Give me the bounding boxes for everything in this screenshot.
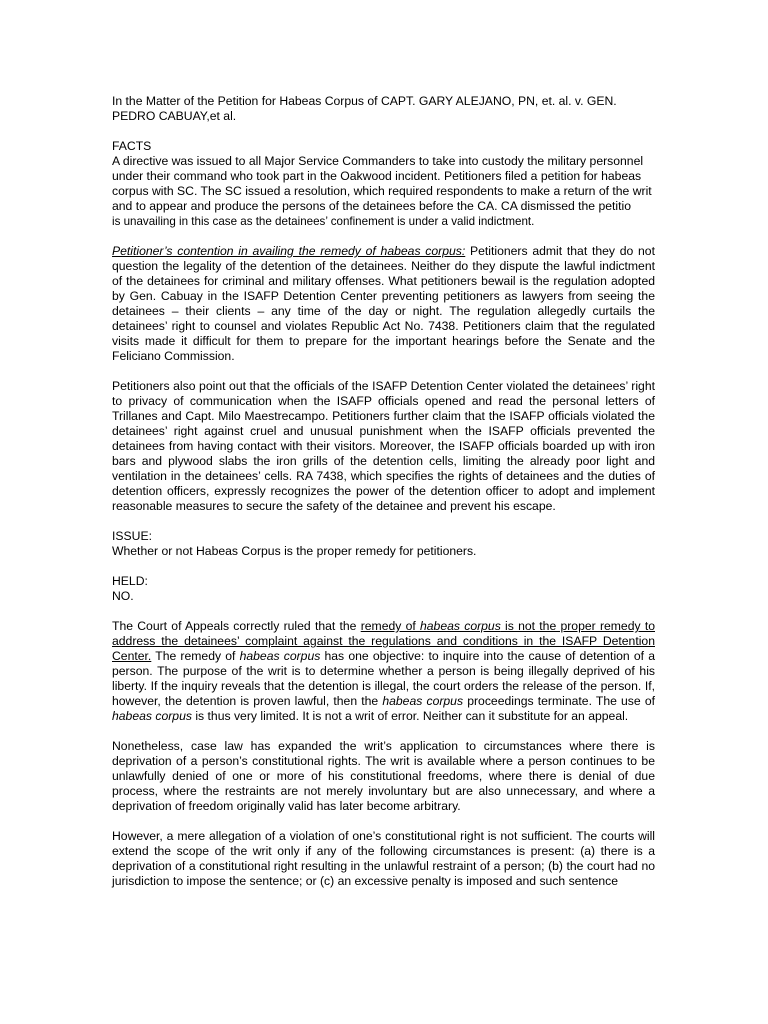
ruling-italic-2: habeas corpus	[382, 694, 464, 708]
issue-heading: ISSUE:	[112, 529, 152, 543]
ruling-underlined-2: is not the proper remedy to address the detainees’ complaint against the regulations and conditions in the ISAFP Detention Center.	[112, 619, 655, 663]
nonetheless-paragraph: Nonetheless, case law has expanded the writ’s application to circumstances where there is deprivation of a person’s constitutional rights. The writ is available where a person continues to be unlawfully denied of one or more of his constitutional freedoms, where there is denial of due process, where the restraints are not merely involuntary but are also unnecessary, and where a deprivation of freedom originally valid has later become arbitrary.	[112, 739, 655, 813]
held-heading: HELD:	[112, 574, 148, 588]
ruling-text-5: is thus very limited. It is not a writ of error. Neither can it substitute for an appeal.	[191, 709, 629, 723]
ruling-paragraph	[112, 619, 655, 724]
however-paragraph: However, a mere allegation of a violation of one’s constitutional right is not sufficient. The courts will extend the scope of the writ only if any of the following circumstances is present: (a) there is a deprivation of a constitutional right resulting in the unlawful restraint of a person; (b) the court had no jurisdiction to impose the sentence; or (c) an excessive penalty is imposed and such sentence	[112, 829, 655, 888]
ruling-text-1: The Court of Appeals correctly ruled that the	[112, 619, 361, 633]
ruling-underlined-italic: habeas corpus	[420, 619, 501, 633]
ruling-text-4: proceedings terminate. The use of	[463, 694, 655, 708]
privacy-paragraph: Petitioners also point out that the officials of the ISAFP Detention Center violated the detainees’ right to privacy of communication when the ISAFP officials opened and read the personal letters of Trillanes and Capt. Milo Maestrecampo. Petitioners further claim that the ISAFP officials violated the detainees’ right against cruel and unusual punishment when the ISAFP officials prevented the detainees from having contact with their visitors. Moreover, the ISAFP officials boarded up with iron bars and plywood slabs the iron grills of the detention cells, limiting the already poor light and ventilation in the detainees’ cells. RA 7438, which specifies the rights of detainees and the duties of detention officers, expressly recognizes the power of the detention officer to adopt and implement reasonable measures to secure the safety of the detainee and prevent his escape.	[112, 379, 655, 513]
facts-heading: FACTS	[112, 139, 152, 153]
document-body	[112, 94, 655, 889]
facts-paragraph-continuation: is unavailing in this case as the detainees’ confinement is under a valid indictment.	[112, 215, 535, 228]
ruling-text-3: has one objective: to inquire into the cause of detention of a person. The purpose of the writ is to determine whether a person is being illegally deprived of his liberty. If the inquiry reveals that the detention is illegal, the court orders the release of the person. If, however, the detention is proven lawful, then the	[112, 649, 655, 708]
contention-paragraph	[112, 244, 655, 364]
case-title: In the Matter of the Petition for Habeas Corpus of CAPT. GARY ALEJANO, PN, et. al. v. GEN. PEDRO CABUAY,et al.	[112, 94, 617, 123]
ruling-italic-3: habeas corpus	[112, 709, 192, 723]
ruling-text-2: The remedy of	[151, 649, 240, 663]
facts-paragraph: A directive was issued to all Major Service Commanders to take into custody the military personnel under their command who took part in the Oakwood incident. Petitioners filed a petition for habeas corpus with SC. The SC issued a resolution, which required respondents to make a return of the writ and to appear and produce the persons of the detainees before the CA. CA dismissed the petitio	[112, 154, 652, 213]
ruling-italic-1: habeas corpus	[239, 649, 321, 663]
contention-text: Petitioners admit that they do not question the legality of the detention of the detainees. Neither do they dispute the lawful indictment of the detainees for criminal and military offenses. What petitioners bewail is the regulation adopted by Gen. Cabuay in the ISAFP Detention Center preventing petitioners as lawyers from seeing the detainees – their clients – any time of the day or night. The regulation allegedly curtails the detainees’ right to counsel and violates Republic Act No. 7438. Petitioners claim that the regulated visits made it difficult for them to prepare for the important hearings before the Senate and the Feliciano Commission.	[112, 244, 655, 363]
issue-text: Whether or not Habeas Corpus is the proper remedy for petitioners.	[112, 544, 477, 558]
ruling-underlined-1: remedy of	[360, 619, 420, 633]
held-answer: NO.	[112, 589, 134, 603]
contention-label: Petitioner’s contention in availing the remedy of habeas corpus:	[112, 244, 466, 258]
